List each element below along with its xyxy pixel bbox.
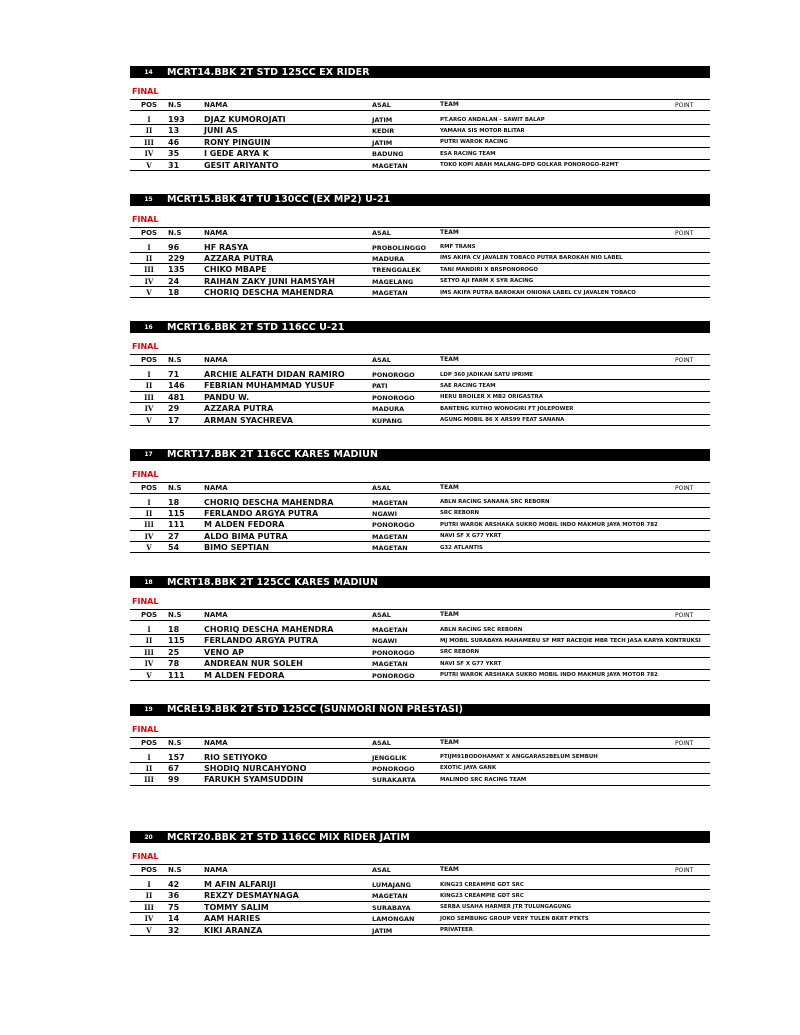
col-asal-header: ASAL bbox=[372, 738, 391, 747]
col-ns-header: N.S bbox=[168, 228, 182, 237]
team-cell: NAVI SF X G77 YKRT bbox=[440, 660, 502, 667]
team-cell: PUTRI WAROK RACING bbox=[440, 139, 508, 146]
asal-cell: MAGETAN bbox=[372, 289, 408, 298]
team-cell: G32 ATLANTIS bbox=[440, 544, 483, 551]
pos-cell: III bbox=[144, 775, 154, 785]
col-team-header: TEAM bbox=[440, 611, 459, 618]
ns-cell: 13 bbox=[168, 126, 180, 136]
asal-cell: MAGETAN bbox=[372, 892, 408, 901]
asal-cell: MAGETAN bbox=[372, 626, 408, 634]
pos-cell: II bbox=[145, 891, 153, 901]
table-row bbox=[130, 763, 710, 774]
pos-cell: II bbox=[145, 126, 153, 136]
race-title: MCRT15.BBK 4T TU 130CC (EX MP2) U-21 bbox=[167, 194, 391, 205]
asal-cell: SURAKARTA bbox=[372, 776, 416, 785]
col-point-header: POINT bbox=[675, 229, 694, 237]
race-title: MCRT14.BBK 2T STD 125CC EX RIDER bbox=[167, 66, 370, 78]
results-table bbox=[130, 752, 710, 786]
pos-cell: I bbox=[147, 625, 151, 634]
race-number: 16 bbox=[144, 323, 153, 331]
table-row bbox=[130, 647, 710, 658]
col-nama-header: NAMA bbox=[204, 866, 228, 874]
race-number: 20 bbox=[144, 833, 153, 841]
asal-cell: PONOROGO bbox=[372, 371, 415, 379]
col-asal-header: ASAL bbox=[372, 611, 391, 619]
asal-cell: SURABAYA bbox=[372, 903, 411, 912]
pos-cell: IV bbox=[144, 531, 154, 541]
rider-name-cell: ARCHIE ALFATH DIDAN RAMIRO bbox=[204, 370, 345, 379]
col-point-header: POINT bbox=[675, 102, 694, 109]
col-pos-header: POS bbox=[140, 483, 158, 492]
rider-name-cell: RONY PINGUIN bbox=[204, 137, 271, 147]
rider-name-cell: CHORIQ DESCHA MAHENDRA bbox=[204, 497, 334, 507]
race-title: MCRT20.BBK 2T STD 116CC MIX RIDER JATIM bbox=[167, 831, 410, 843]
asal-cell: JENGGLIK bbox=[372, 753, 407, 762]
team-cell: PTIJM91BODOHAMAT X ANGGARA52BELUM SEMBUH bbox=[440, 754, 598, 760]
results-table bbox=[130, 624, 710, 681]
asal-cell: NGAWI bbox=[372, 637, 398, 646]
rider-name-cell: FEBRIAN MUHAMMAD YUSUF bbox=[204, 381, 335, 391]
ns-cell: 54 bbox=[168, 543, 180, 553]
team-cell: SETYO AJI FARM X SYR RACING bbox=[440, 278, 534, 285]
table-row bbox=[130, 890, 710, 901]
rider-name-cell: KIKI ARANZA bbox=[204, 925, 263, 935]
asal-cell: MADURA bbox=[372, 254, 405, 263]
col-nama-header: NAMA bbox=[204, 611, 228, 619]
asal-cell: KUPANG bbox=[372, 416, 403, 425]
stage-label: FINAL bbox=[132, 87, 159, 96]
race-section bbox=[130, 66, 710, 194]
ns-cell: 14 bbox=[168, 914, 180, 924]
ns-cell: 78 bbox=[168, 659, 180, 669]
race-number: 19 bbox=[144, 706, 153, 713]
rider-name-cell: CHIKO MBAPE bbox=[204, 265, 267, 275]
table-row bbox=[130, 774, 710, 785]
ns-cell: 35 bbox=[168, 149, 180, 159]
col-pos-header: POS bbox=[140, 866, 158, 874]
col-ns-header: N.S bbox=[168, 101, 182, 109]
asal-cell: PATI bbox=[372, 382, 388, 391]
table-row bbox=[130, 392, 710, 403]
table-row bbox=[130, 542, 710, 553]
asal-cell: NGAWI bbox=[372, 509, 398, 518]
rider-name-cell: SHODIQ NURCAHYONO bbox=[204, 763, 307, 773]
team-cell: TANI MANDIRI X BRSPONOROGO bbox=[440, 266, 538, 273]
rider-name-cell: ANDREAN NUR SOLEH bbox=[204, 659, 303, 669]
pos-cell: V bbox=[146, 160, 152, 170]
team-cell: KING23 CREAMPIE GDT SRC bbox=[440, 881, 524, 888]
col-pos-header: POS bbox=[140, 611, 158, 619]
stage-label: FINAL bbox=[132, 724, 159, 734]
rider-name-cell: RIO SETIYOKO bbox=[204, 752, 268, 762]
team-cell: PRIVATEER bbox=[440, 927, 473, 934]
asal-cell: MAGETAN bbox=[372, 532, 408, 541]
asal-cell: JATIM bbox=[372, 116, 393, 124]
race-number: 17 bbox=[144, 451, 153, 458]
col-pos-header: POS bbox=[140, 228, 158, 237]
pos-cell: V bbox=[146, 543, 152, 553]
team-cell: NAVI SF X G77 YKRT bbox=[440, 533, 502, 540]
col-nama-header: NAMA bbox=[204, 356, 228, 364]
table-row bbox=[130, 902, 710, 913]
team-cell: PUTRI WAROK ARSHAKA SUKRO MOBIL INDO MAKMUR JAYA MOTOR 782 bbox=[440, 521, 658, 528]
asal-cell: MADURA bbox=[372, 405, 405, 414]
pos-cell: V bbox=[146, 925, 152, 935]
race-number: 18 bbox=[144, 578, 153, 586]
stage-label: FINAL bbox=[132, 342, 159, 351]
asal-cell: LAMONGAN bbox=[372, 915, 415, 924]
ns-cell: 115 bbox=[168, 508, 185, 518]
rider-name-cell: GESIT ARIYANTO bbox=[204, 160, 279, 170]
table-row bbox=[130, 264, 710, 275]
rider-name-cell: AZZARA PUTRA bbox=[204, 404, 274, 414]
pos-cell: II bbox=[145, 636, 153, 646]
pos-cell: III bbox=[144, 902, 154, 912]
ns-cell: 111 bbox=[168, 670, 185, 680]
table-row bbox=[130, 125, 710, 136]
rider-name-cell: I GEDE ARYA K bbox=[204, 149, 269, 159]
team-cell: PT.ARGO ANDALAN - SAWIT BALAP bbox=[440, 116, 545, 123]
col-point-header: POINT bbox=[675, 357, 694, 364]
stage-label: FINAL bbox=[132, 469, 159, 479]
col-asal-header: ASAL bbox=[372, 101, 391, 109]
column-header-row bbox=[130, 354, 710, 366]
team-cell: HERU BROILER X MB2 ORIGASTRA bbox=[440, 394, 543, 401]
asal-cell: MAGETAN bbox=[372, 660, 408, 669]
ns-cell: 31 bbox=[168, 160, 180, 170]
asal-cell: PONOROGO bbox=[372, 521, 415, 530]
team-cell: AGUNG MOBIL 86 X ARS99 FEAT SANANA bbox=[440, 417, 565, 424]
rider-name-cell: PANDU W. bbox=[204, 392, 250, 402]
asal-cell: MAGETAN bbox=[372, 498, 408, 507]
team-cell: ABLN RACING SANANA SRC REBORN bbox=[440, 499, 550, 505]
race-title: MCRT18.BBK 2T 125CC KARES MADIUN bbox=[167, 576, 379, 588]
table-row bbox=[130, 752, 710, 763]
team-cell: IMS AKIFA CV JAVALEN TOBACO PUTRA BAROKAH NIO LABEL bbox=[440, 255, 623, 262]
ns-cell: 18 bbox=[168, 288, 180, 298]
table-row bbox=[130, 242, 710, 253]
col-point-header: POINT bbox=[675, 739, 694, 747]
col-team-header: TEAM bbox=[440, 101, 459, 108]
team-cell: KING23 CREAMPIE GDT SRC bbox=[440, 892, 524, 899]
column-header-row bbox=[130, 737, 710, 749]
rider-name-cell: M ALDEN FEDORA bbox=[204, 520, 285, 530]
col-ns-header: N.S bbox=[168, 738, 182, 747]
pos-cell: IV bbox=[144, 149, 154, 159]
ns-cell: 96 bbox=[168, 242, 180, 252]
team-cell: IMS AKIFA PUTRA BAROKAH ONIONA LABEL CV JAVALEN TOBACO bbox=[440, 289, 636, 296]
table-row bbox=[130, 497, 710, 508]
col-team-header: TEAM bbox=[440, 483, 459, 491]
pos-cell: II bbox=[145, 508, 153, 518]
table-row bbox=[130, 925, 710, 936]
ns-cell: 99 bbox=[168, 775, 180, 785]
team-cell: PUTRI WAROK ARSHAKA SUKRO MOBIL INDO MAKMUR JAYA MOTOR 782 bbox=[440, 672, 658, 679]
asal-cell: PONOROGO bbox=[372, 648, 415, 657]
table-row bbox=[130, 658, 710, 669]
race-section bbox=[130, 321, 710, 449]
table-row bbox=[130, 508, 710, 519]
rider-name-cell: ALDO BIMA PUTRA bbox=[204, 531, 288, 541]
asal-cell: JATIM bbox=[372, 926, 393, 935]
asal-cell: KEDIR bbox=[372, 127, 395, 136]
col-ns-header: N.S bbox=[168, 611, 182, 619]
ns-cell: 24 bbox=[168, 276, 180, 286]
team-cell: MALINDO SRC RACING TEAM bbox=[440, 776, 527, 783]
column-header-row bbox=[130, 482, 710, 494]
table-row bbox=[130, 531, 710, 542]
ns-cell: 36 bbox=[168, 891, 180, 901]
col-nama-header: NAMA bbox=[204, 228, 228, 237]
ns-cell: 27 bbox=[168, 531, 180, 541]
asal-cell: PROBOLINGGO bbox=[372, 243, 426, 252]
rider-name-cell: FERLANDO ARGYA PUTRA bbox=[204, 508, 319, 518]
pos-cell: III bbox=[144, 392, 154, 402]
ns-cell: 46 bbox=[168, 137, 180, 147]
race-section bbox=[130, 704, 710, 832]
results-table bbox=[130, 114, 710, 171]
team-cell: SAE RACING TEAM bbox=[440, 382, 496, 389]
race-title: MCRT16.BBK 2T STD 116CC U-21 bbox=[167, 321, 345, 333]
team-cell: RMF TRANS bbox=[440, 244, 476, 250]
ns-cell: 135 bbox=[168, 265, 185, 275]
stage-label: FINAL bbox=[132, 852, 159, 861]
pos-cell: V bbox=[146, 288, 152, 298]
ns-cell: 146 bbox=[168, 381, 185, 391]
results-table bbox=[130, 879, 710, 936]
race-header-bar bbox=[130, 704, 710, 716]
rider-name-cell: HF RASYA bbox=[204, 242, 249, 252]
table-row bbox=[130, 403, 710, 414]
pos-cell: I bbox=[147, 880, 151, 889]
asal-cell: PONOROGO bbox=[372, 764, 415, 773]
asal-cell: LUMAJANG bbox=[372, 881, 411, 889]
stage-label: FINAL bbox=[132, 214, 159, 224]
pos-cell: V bbox=[146, 415, 152, 425]
asal-cell: MAGETAN bbox=[372, 161, 408, 170]
team-cell: LDP 360 JADIKAN SATU IPRIME bbox=[440, 371, 533, 378]
pos-cell: III bbox=[144, 265, 154, 275]
asal-cell: MAGELANG bbox=[372, 277, 414, 286]
race-header-bar bbox=[130, 321, 710, 333]
col-point-header: POINT bbox=[675, 867, 694, 874]
team-cell: JOKO SEMBUNG GROUP VERY TULEN BKRT PTKTS bbox=[440, 915, 589, 922]
team-cell: BANTENG KUTHO WONOGIRI FT JOLEPOWER bbox=[440, 405, 574, 412]
team-cell: SRC REBORN bbox=[440, 510, 480, 517]
asal-cell: MAGETAN bbox=[372, 544, 408, 553]
col-team-header: TEAM bbox=[440, 866, 459, 873]
col-nama-header: NAMA bbox=[204, 101, 228, 109]
ns-cell: 17 bbox=[168, 415, 180, 425]
pos-cell: I bbox=[147, 497, 151, 507]
col-team-header: TEAM bbox=[440, 356, 459, 363]
ns-cell: 18 bbox=[168, 625, 180, 634]
table-row bbox=[130, 114, 710, 125]
col-asal-header: ASAL bbox=[372, 483, 391, 492]
table-row bbox=[130, 879, 710, 890]
column-header-row bbox=[130, 609, 710, 621]
race-title: MCRT17.BBK 2T 116CC KARES MADIUN bbox=[167, 449, 379, 460]
table-row bbox=[130, 670, 710, 681]
col-pos-header: POS bbox=[140, 738, 158, 747]
race-section bbox=[130, 576, 710, 704]
team-cell: TOKO KOPI ABAH MALANG-DPD GOLKAR PONOROGO-R2MT bbox=[440, 162, 619, 169]
pos-cell: III bbox=[144, 647, 154, 657]
asal-cell: JATIM bbox=[372, 138, 393, 147]
team-cell: ESA RACING TEAM bbox=[440, 150, 496, 157]
ns-cell: 481 bbox=[168, 392, 185, 402]
col-asal-header: ASAL bbox=[372, 866, 391, 874]
table-row bbox=[130, 913, 710, 924]
ns-cell: 115 bbox=[168, 636, 185, 646]
team-cell: SERBA USAHA HARMER JTR TULUNGAGUNG bbox=[440, 904, 572, 911]
pos-cell: I bbox=[147, 242, 151, 252]
table-row bbox=[130, 137, 710, 148]
team-cell: EXOTIC JAYA GANK bbox=[440, 765, 497, 772]
pos-cell: IV bbox=[144, 659, 154, 669]
rider-name-cell: AAM HARIES bbox=[204, 914, 261, 924]
team-cell: ABLN RACING SRC REBORN bbox=[440, 626, 523, 633]
pos-cell: V bbox=[146, 670, 152, 680]
ns-cell: 229 bbox=[168, 253, 185, 263]
rider-name-cell: RAIHAN ZAKY JUNI HAMSYAH bbox=[204, 276, 335, 286]
table-row bbox=[130, 519, 710, 530]
table-row bbox=[130, 369, 710, 380]
team-cell: YAMAHA SIS MOTOR BLITAR bbox=[440, 127, 525, 134]
ns-cell: 157 bbox=[168, 752, 185, 762]
pos-cell: III bbox=[144, 520, 154, 530]
col-team-header: TEAM bbox=[440, 738, 459, 746]
rider-name-cell: CHORIQ DESCHA MAHENDRA bbox=[204, 288, 334, 298]
table-row bbox=[130, 635, 710, 646]
team-cell: SRC REBORN bbox=[440, 649, 480, 656]
team-cell: MJ MOBIL SURABAYA MAHAMERU SF MRT RACEQIE MBR TECH JASA KARYA KONTRUKSI bbox=[440, 637, 701, 644]
pos-cell: I bbox=[147, 115, 151, 124]
race-header-bar bbox=[130, 449, 710, 461]
ns-cell: 29 bbox=[168, 404, 180, 414]
rider-name-cell: JUNI AS bbox=[204, 126, 238, 136]
rider-name-cell: M ALDEN FEDORA bbox=[204, 670, 285, 680]
rider-name-cell: TOMMY SALIM bbox=[204, 902, 269, 912]
pos-cell: IV bbox=[144, 914, 154, 924]
asal-cell: TRENGGALEK bbox=[372, 266, 421, 275]
race-header-bar bbox=[130, 194, 710, 206]
race-section bbox=[130, 194, 710, 322]
race-header-bar bbox=[130, 576, 710, 588]
rider-name-cell: BIMO SEPTIAN bbox=[204, 543, 270, 553]
rider-name-cell: DJAZ KUMOROJATI bbox=[204, 115, 286, 124]
rider-name-cell: CHORIQ DESCHA MAHENDRA bbox=[204, 625, 334, 634]
race-number: 14 bbox=[144, 68, 153, 76]
rider-name-cell: ARMAN SYACHREVA bbox=[204, 415, 293, 425]
rider-name-cell: VENO AP bbox=[204, 647, 244, 657]
column-header-row bbox=[130, 227, 710, 239]
pos-cell: II bbox=[145, 381, 153, 391]
pos-cell: I bbox=[147, 370, 151, 379]
ns-cell: 32 bbox=[168, 925, 180, 935]
pos-cell: IV bbox=[144, 404, 154, 414]
col-point-header: POINT bbox=[675, 612, 694, 619]
stage-label: FINAL bbox=[132, 597, 159, 606]
race-section bbox=[130, 449, 710, 577]
rider-name-cell: REXZY DESMAYNAGA bbox=[204, 891, 299, 901]
table-row bbox=[130, 415, 710, 426]
ns-cell: 25 bbox=[168, 647, 180, 657]
ns-cell: 193 bbox=[168, 115, 185, 124]
pos-cell: II bbox=[145, 763, 153, 773]
race-header-bar bbox=[130, 66, 710, 78]
col-ns-header: N.S bbox=[168, 356, 182, 364]
results-table bbox=[130, 369, 710, 426]
col-pos-header: POS bbox=[140, 101, 158, 109]
rider-name-cell: FERLANDO ARGYA PUTRA bbox=[204, 636, 319, 646]
race-title: MCRE19.BBK 2T STD 125CC (SUNMORI NON PRESTASI) bbox=[167, 704, 464, 715]
ns-cell: 18 bbox=[168, 497, 180, 507]
ns-cell: 67 bbox=[168, 763, 180, 773]
table-row bbox=[130, 380, 710, 391]
col-nama-header: NAMA bbox=[204, 738, 228, 747]
col-asal-header: ASAL bbox=[372, 228, 391, 237]
pos-cell: I bbox=[147, 752, 151, 762]
race-header-bar bbox=[130, 831, 710, 843]
table-row bbox=[130, 160, 710, 171]
col-point-header: POINT bbox=[675, 484, 694, 492]
ns-cell: 111 bbox=[168, 520, 185, 530]
race-number: 15 bbox=[144, 196, 153, 203]
asal-cell: PONOROGO bbox=[372, 393, 415, 402]
results-table bbox=[130, 242, 710, 299]
ns-cell: 71 bbox=[168, 370, 180, 379]
results-table bbox=[130, 497, 710, 554]
rider-name-cell: AZZARA PUTRA bbox=[204, 253, 274, 263]
pos-cell: II bbox=[145, 253, 153, 263]
results-document bbox=[130, 66, 710, 959]
col-nama-header: NAMA bbox=[204, 483, 228, 492]
col-asal-header: ASAL bbox=[372, 356, 391, 364]
col-team-header: TEAM bbox=[440, 228, 459, 236]
asal-cell: BADUNG bbox=[372, 150, 404, 159]
race-section bbox=[130, 831, 710, 959]
rider-name-cell: M AFIN ALFARIJI bbox=[204, 880, 276, 889]
pos-cell: IV bbox=[144, 276, 154, 286]
table-row bbox=[130, 287, 710, 298]
column-header-row bbox=[130, 864, 710, 876]
col-ns-header: N.S bbox=[168, 483, 182, 492]
col-pos-header: POS bbox=[140, 356, 158, 364]
ns-cell: 42 bbox=[168, 880, 180, 889]
rider-name-cell: FARUKH SYAMSUDDIN bbox=[204, 775, 304, 785]
table-row bbox=[130, 624, 710, 635]
column-header-row bbox=[130, 99, 710, 111]
table-row bbox=[130, 253, 710, 264]
table-row bbox=[130, 148, 710, 159]
table-row bbox=[130, 276, 710, 287]
pos-cell: III bbox=[144, 137, 154, 147]
asal-cell: PONOROGO bbox=[372, 671, 415, 680]
ns-cell: 75 bbox=[168, 902, 180, 912]
col-ns-header: N.S bbox=[168, 866, 182, 874]
